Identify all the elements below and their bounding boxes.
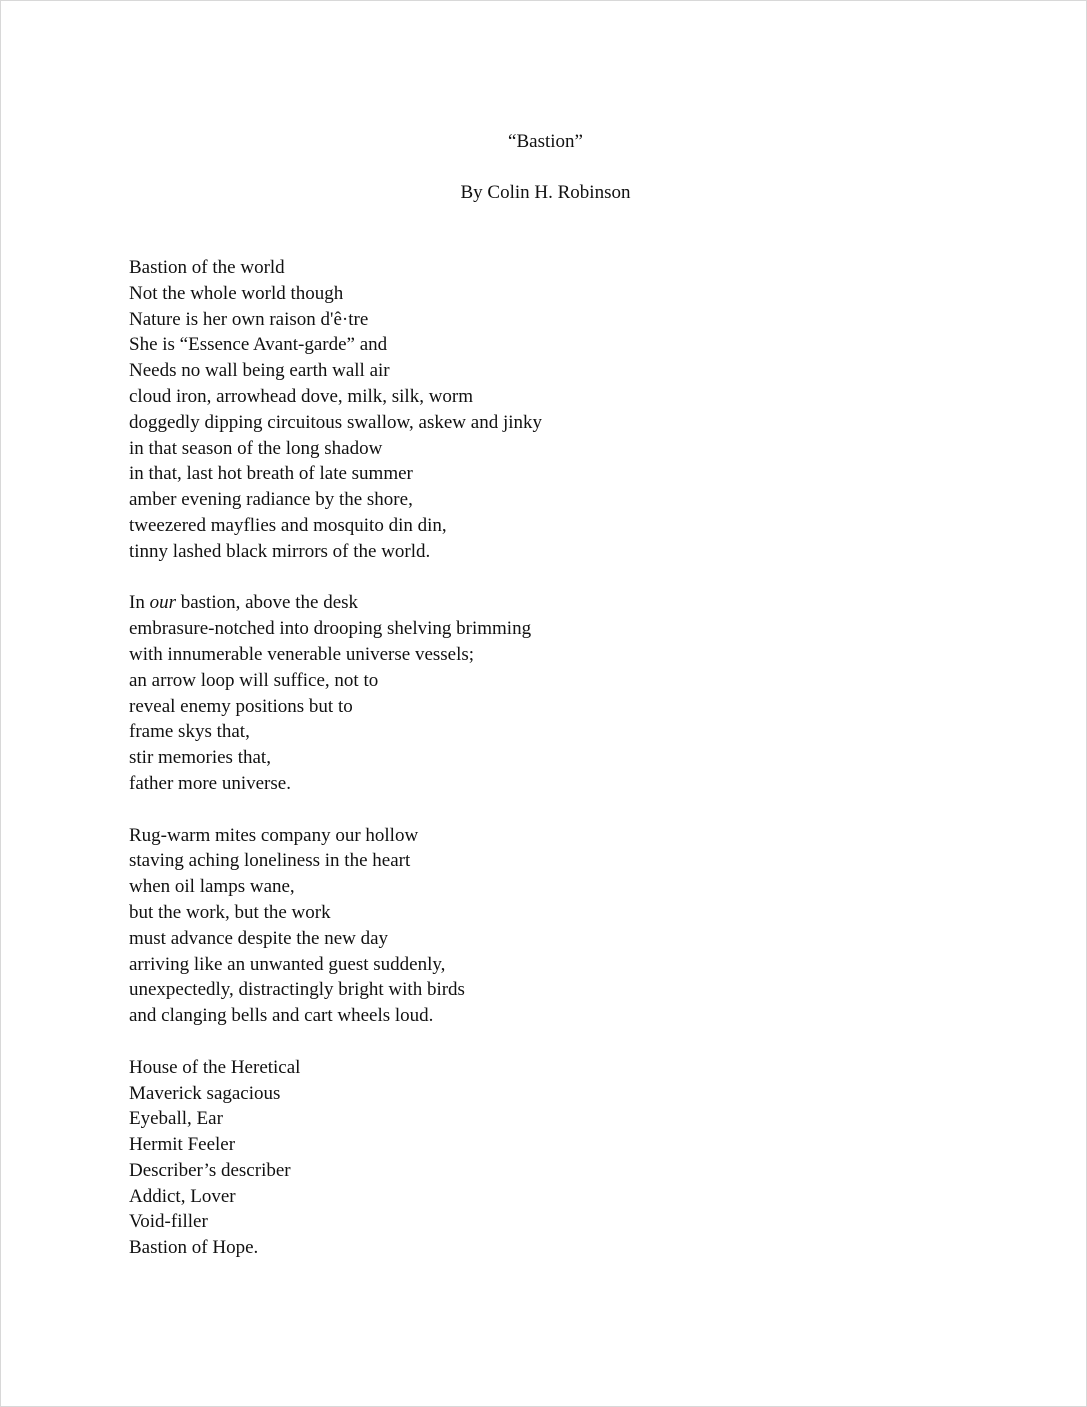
poem-line: Eyeball, Ear: [129, 1108, 223, 1130]
poem-line: Hermit Feeler: [129, 1134, 236, 1156]
line-text-after: bastion, above the desk: [175, 592, 359, 614]
poem-line: doggedly dipping circuitous swallow, askew and jinky: [129, 411, 543, 433]
poem-line: but the work, but the work: [129, 901, 331, 923]
poem-line: with innumerable venerable universe vessels;: [129, 643, 475, 665]
poem-line: father more universe.: [129, 772, 291, 794]
stanza-2: [129, 590, 1009, 796]
poem-line: Bastion of Hope.: [129, 1237, 259, 1259]
emphasized-word: our: [149, 592, 176, 614]
poem-line: arriving like an unwanted guest suddenly,: [129, 953, 446, 975]
poem-line: She is “Essence Avant-garde” and: [129, 334, 388, 356]
stanza-3: [129, 823, 1009, 1029]
poem-line: Nature is her own raison d'ê·tre: [129, 308, 369, 330]
line-text-before: In: [129, 592, 150, 614]
stanza-1: [129, 255, 1009, 565]
poem-line: embrasure-notched into drooping shelving brimming: [129, 618, 532, 640]
poem-line: Not the whole world though: [129, 282, 344, 304]
poem-line: unexpectedly, distractingly bright with birds: [129, 979, 465, 1001]
poem-line: cloud iron, arrowhead dove, milk, silk, worm: [129, 385, 474, 407]
poem-line: in that, last hot breath of late summer: [129, 463, 413, 485]
poem-author: By Colin H. Robinson: [460, 182, 631, 203]
poem-body: [129, 255, 1009, 1287]
poem-line: stir memories that,: [129, 747, 271, 769]
poem-line: tinny lashed black mirrors of the world.: [129, 540, 431, 562]
poem-line-with-emphasis: [129, 590, 1009, 616]
poem-line: when oil lamps wane,: [129, 876, 295, 898]
poem-line: must advance despite the new day: [129, 927, 389, 949]
poem-line: Describer’s describer: [129, 1159, 291, 1181]
poem-line: an arrow loop will suffice, not to: [129, 669, 379, 691]
poem-line: Addict, Lover: [129, 1185, 236, 1207]
poem-line: amber evening radiance by the shore,: [129, 489, 413, 511]
poem-line: House of the Heretical: [129, 1056, 301, 1078]
stanza-4: [129, 1055, 1009, 1261]
poem-line: in that season of the long shadow: [129, 437, 383, 459]
poem-line: staving aching loneliness in the heart: [129, 850, 411, 872]
poem-line: Void-filler: [129, 1211, 208, 1233]
poem-line: Rug-warm mites company our hollow: [129, 824, 419, 846]
poem-line: and clanging bells and cart wheels loud.: [129, 1005, 434, 1027]
poem-line: Maverick sagacious: [129, 1082, 281, 1104]
poem-line: Needs no wall being earth wall air: [129, 360, 390, 382]
poem-line: Bastion of the world: [129, 257, 285, 278]
poem-line: frame skys that,: [129, 721, 250, 743]
poem-line: reveal enemy positions but to: [129, 695, 353, 717]
poem-line: tweezered mayflies and mosquito din din,: [129, 514, 447, 536]
poem-title: “Bastion”: [508, 131, 583, 152]
